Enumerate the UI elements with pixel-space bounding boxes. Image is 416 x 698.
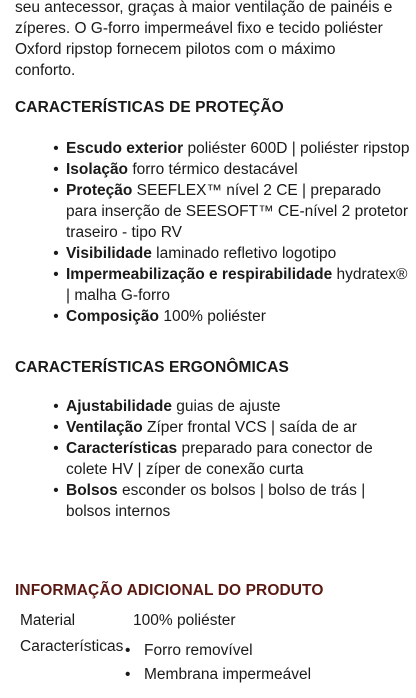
feature-term: Composição bbox=[66, 308, 160, 325]
additional-info-heading: INFORMAÇÃO ADICIONAL DO PRODUTO bbox=[15, 582, 324, 599]
bullet-icon: • bbox=[53, 398, 59, 415]
bullet-icon: • bbox=[53, 308, 59, 325]
description-line: zíperes. O G-forro impermeável fixo e tecido poliéster bbox=[15, 20, 383, 37]
description-line: seu antecessor, graças à maior ventilação de painéis e bbox=[15, 0, 393, 16]
feature-term: Impermeabilização e respirabilidade bbox=[66, 266, 333, 283]
bullet-icon: • bbox=[53, 182, 59, 199]
protection-list bbox=[15, 138, 411, 327]
bullet-icon: • bbox=[125, 666, 131, 683]
feature-item bbox=[15, 396, 411, 417]
description-line: Oxford ripstop fornecem pilotos com o máximo bbox=[15, 41, 336, 58]
feature-item bbox=[15, 264, 411, 306]
feature-desc: forro térmico destacável bbox=[128, 161, 298, 178]
bullet-icon: • bbox=[125, 642, 131, 659]
feature-desc: preparado para conector de colete HV | zíper de conexão curta bbox=[66, 440, 373, 478]
bullet-icon: • bbox=[53, 245, 59, 262]
feature-term: Bolsos bbox=[66, 482, 118, 499]
feature-item bbox=[15, 159, 411, 180]
protection-heading: CARACTERÍSTICAS DE PROTEÇÃO bbox=[15, 99, 284, 116]
feature-desc: laminado refletivo logotipo bbox=[151, 245, 337, 262]
feature-item bbox=[15, 180, 411, 243]
bullet-icon: • bbox=[53, 140, 59, 157]
ergonomic-list-wrap bbox=[15, 396, 411, 522]
bullet-icon: • bbox=[53, 482, 59, 499]
bullet-icon: • bbox=[53, 161, 59, 178]
feature-term: Proteção bbox=[66, 182, 133, 199]
feature-value: Forro removível bbox=[144, 642, 253, 659]
bullet-icon: • bbox=[53, 419, 59, 436]
feature-item bbox=[15, 243, 411, 264]
feature-desc: SEEFLEX™ nível 2 CE | preparado para inserção de SEESOFT™ CE-nível 2 protetor traseiro - tipo RV bbox=[66, 182, 409, 241]
description-line: conforto. bbox=[15, 62, 76, 79]
feature-term: Ventilação bbox=[66, 419, 143, 436]
protection-section bbox=[15, 97, 411, 118]
feature-item bbox=[15, 138, 411, 159]
bullet-icon: • bbox=[53, 266, 59, 283]
additional-info-section bbox=[15, 580, 411, 601]
ergonomic-section bbox=[15, 357, 411, 378]
ergonomic-heading: CARACTERÍSTICAS ERGONÔMICAS bbox=[15, 359, 289, 376]
feature-item bbox=[15, 417, 411, 438]
list-item bbox=[125, 640, 311, 664]
feature-item bbox=[15, 438, 411, 480]
feature-term: Características bbox=[66, 440, 178, 457]
feature-value: Membrana impermeável bbox=[144, 666, 312, 683]
features-list bbox=[125, 640, 311, 688]
feature-desc: Zíper frontal VCS | saída de ar bbox=[142, 419, 357, 436]
feature-term: Escudo exterior bbox=[66, 140, 184, 157]
protection-list-wrap bbox=[15, 138, 411, 327]
feature-item bbox=[15, 306, 411, 327]
feature-desc: hydratex® | malha G-forro bbox=[66, 266, 408, 304]
material-value: 100% poliéster bbox=[133, 612, 236, 629]
feature-desc: poliéster 600D | poliéster ripstop bbox=[183, 140, 410, 157]
feature-desc: 100% poliéster bbox=[159, 308, 266, 325]
feature-desc: guias de ajuste bbox=[171, 398, 281, 415]
bullet-icon: • bbox=[53, 440, 59, 457]
features-label: Características bbox=[20, 638, 124, 655]
feature-term: Visibilidade bbox=[66, 245, 152, 262]
ergonomic-list bbox=[15, 396, 411, 522]
list-item bbox=[125, 664, 311, 688]
feature-item bbox=[15, 480, 411, 522]
product-description bbox=[15, 0, 411, 81]
material-label: Material bbox=[20, 612, 76, 629]
feature-term: Isolação bbox=[66, 161, 129, 178]
feature-desc: esconder os bolsos | bolso de trás | bolsos internos bbox=[66, 482, 366, 520]
feature-term: Ajustabilidade bbox=[66, 398, 172, 415]
